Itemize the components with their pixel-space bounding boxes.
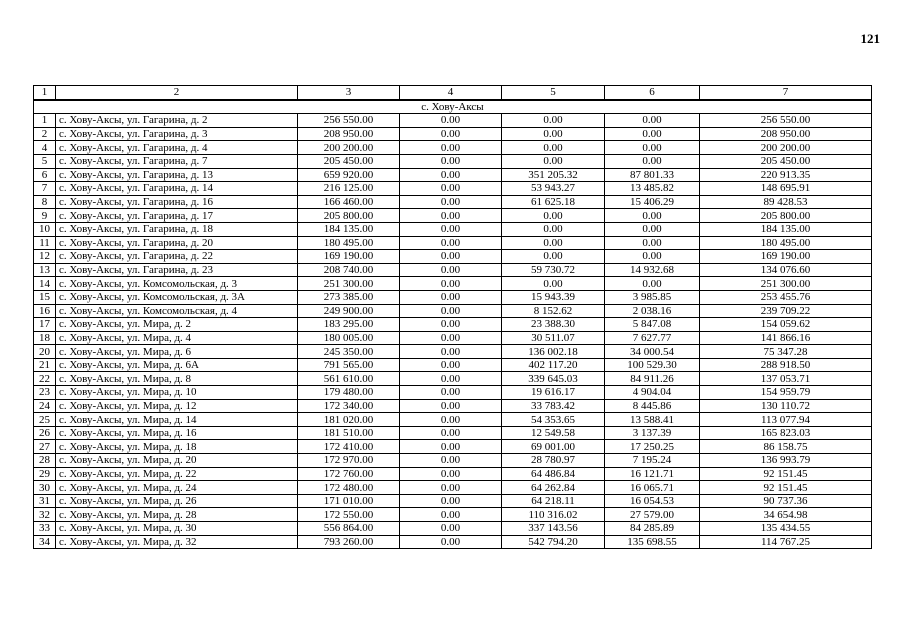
row-number: 10 xyxy=(34,222,56,236)
value-cell-4: 0.00 xyxy=(400,481,502,495)
address-cell: с. Хову-Аксы, ул. Гагарина, д. 4 xyxy=(56,141,298,155)
value-cell-6: 87 801.33 xyxy=(605,168,700,182)
value-cell-6: 7 627.77 xyxy=(605,331,700,345)
value-cell-3: 184 135.00 xyxy=(298,222,400,236)
table-row xyxy=(34,222,872,236)
value-cell-7: 75 347.28 xyxy=(700,345,872,359)
value-cell-7: 288 918.50 xyxy=(700,358,872,372)
value-cell-6: 4 904.04 xyxy=(605,386,700,400)
value-cell-4: 0.00 xyxy=(400,141,502,155)
address-cell: с. Хову-Аксы, ул. Мира, д. 32 xyxy=(56,535,298,549)
value-cell-3: 249 900.00 xyxy=(298,304,400,318)
value-cell-6: 0.00 xyxy=(605,209,700,223)
value-cell-7: 205 450.00 xyxy=(700,154,872,168)
value-cell-3: 208 740.00 xyxy=(298,263,400,277)
value-cell-5: 0.00 xyxy=(502,250,605,264)
value-cell-3: 251 300.00 xyxy=(298,277,400,291)
value-cell-3: 208 950.00 xyxy=(298,127,400,141)
value-cell-3: 256 550.00 xyxy=(298,114,400,128)
value-cell-3: 793 260.00 xyxy=(298,535,400,549)
column-header: 2 xyxy=(56,86,298,100)
value-cell-7: 251 300.00 xyxy=(700,277,872,291)
table-row xyxy=(34,304,872,318)
table-row xyxy=(34,182,872,196)
address-cell: с. Хову-Аксы, ул. Мира, д. 14 xyxy=(56,413,298,427)
address-cell: с. Хову-Аксы, ул. Мира, д. 18 xyxy=(56,440,298,454)
value-cell-5: 64 486.84 xyxy=(502,467,605,481)
address-cell: с. Хову-Аксы, ул. Мира, д. 24 xyxy=(56,481,298,495)
value-cell-6: 100 529.30 xyxy=(605,358,700,372)
value-cell-6: 0.00 xyxy=(605,114,700,128)
address-cell: с. Хову-Аксы, ул. Мира, д. 26 xyxy=(56,494,298,508)
row-number: 28 xyxy=(34,454,56,468)
row-number: 27 xyxy=(34,440,56,454)
column-header: 5 xyxy=(502,86,605,100)
value-cell-3: 245 350.00 xyxy=(298,345,400,359)
value-cell-6: 16 054.53 xyxy=(605,494,700,508)
table-row xyxy=(34,318,872,332)
value-cell-7: 154 959.79 xyxy=(700,386,872,400)
value-cell-7: 130 110.72 xyxy=(700,399,872,413)
value-cell-4: 0.00 xyxy=(400,182,502,196)
value-cell-6: 16 065.71 xyxy=(605,481,700,495)
row-number: 18 xyxy=(34,331,56,345)
value-cell-6: 7 195.24 xyxy=(605,454,700,468)
row-number: 26 xyxy=(34,426,56,440)
value-cell-6: 0.00 xyxy=(605,141,700,155)
row-number: 34 xyxy=(34,535,56,549)
value-cell-3: 169 190.00 xyxy=(298,250,400,264)
address-cell: с. Хову-Аксы, ул. Комсомольская, д. 4 xyxy=(56,304,298,318)
value-cell-6: 84 911.26 xyxy=(605,372,700,386)
address-cell: с. Хову-Аксы, ул. Гагарина, д. 20 xyxy=(56,236,298,250)
value-cell-5: 33 783.42 xyxy=(502,399,605,413)
address-cell: с. Хову-Аксы, ул. Мира, д. 28 xyxy=(56,508,298,522)
value-cell-5: 54 353.65 xyxy=(502,413,605,427)
value-cell-7: 134 076.60 xyxy=(700,263,872,277)
value-cell-5: 0.00 xyxy=(502,114,605,128)
value-cell-7: 220 913.35 xyxy=(700,168,872,182)
value-cell-3: 166 460.00 xyxy=(298,195,400,209)
value-cell-4: 0.00 xyxy=(400,331,502,345)
table-row xyxy=(34,168,872,182)
column-header: 4 xyxy=(400,86,502,100)
value-cell-4: 0.00 xyxy=(400,508,502,522)
value-cell-4: 0.00 xyxy=(400,454,502,468)
table-row xyxy=(34,372,872,386)
address-cell: с. Хову-Аксы, ул. Гагарина, д. 18 xyxy=(56,222,298,236)
section-title: с. Хову-Аксы xyxy=(34,100,872,114)
value-cell-6: 0.00 xyxy=(605,236,700,250)
value-cell-4: 0.00 xyxy=(400,467,502,481)
value-cell-7: 184 135.00 xyxy=(700,222,872,236)
table-row xyxy=(34,494,872,508)
value-cell-4: 0.00 xyxy=(400,358,502,372)
value-cell-3: 791 565.00 xyxy=(298,358,400,372)
row-number: 30 xyxy=(34,481,56,495)
value-cell-3: 205 450.00 xyxy=(298,154,400,168)
value-cell-5: 0.00 xyxy=(502,154,605,168)
address-cell: с. Хову-Аксы, ул. Гагарина, д. 22 xyxy=(56,250,298,264)
address-cell: с. Хову-Аксы, ул. Гагарина, д. 16 xyxy=(56,195,298,209)
column-header: 6 xyxy=(605,86,700,100)
address-cell: с. Хову-Аксы, ул. Мира, д. 4 xyxy=(56,331,298,345)
address-cell: с. Хову-Аксы, ул. Мира, д. 22 xyxy=(56,467,298,481)
value-cell-7: 256 550.00 xyxy=(700,114,872,128)
header-row xyxy=(34,86,872,100)
value-cell-6: 34 000.54 xyxy=(605,345,700,359)
row-number: 1 xyxy=(34,114,56,128)
table-row xyxy=(34,209,872,223)
value-cell-5: 0.00 xyxy=(502,222,605,236)
table-row xyxy=(34,345,872,359)
table-row xyxy=(34,114,872,128)
value-cell-6: 0.00 xyxy=(605,222,700,236)
value-cell-7: 114 767.25 xyxy=(700,535,872,549)
value-cell-4: 0.00 xyxy=(400,236,502,250)
value-cell-4: 0.00 xyxy=(400,263,502,277)
value-cell-6: 84 285.89 xyxy=(605,522,700,536)
value-cell-3: 561 610.00 xyxy=(298,372,400,386)
table-row xyxy=(34,454,872,468)
value-cell-5: 110 316.02 xyxy=(502,508,605,522)
row-number: 11 xyxy=(34,236,56,250)
value-cell-5: 61 625.18 xyxy=(502,195,605,209)
value-cell-4: 0.00 xyxy=(400,304,502,318)
value-cell-3: 273 385.00 xyxy=(298,290,400,304)
table-row xyxy=(34,290,872,304)
value-cell-6: 17 250.25 xyxy=(605,440,700,454)
value-cell-5: 64 218.11 xyxy=(502,494,605,508)
value-cell-3: 183 295.00 xyxy=(298,318,400,332)
value-cell-5: 402 117.20 xyxy=(502,358,605,372)
value-cell-5: 53 943.27 xyxy=(502,182,605,196)
value-cell-7: 135 434.55 xyxy=(700,522,872,536)
address-cell: с. Хову-Аксы, ул. Мира, д. 6 xyxy=(56,345,298,359)
address-cell: с. Хову-Аксы, ул. Мира, д. 6А xyxy=(56,358,298,372)
value-cell-3: 179 480.00 xyxy=(298,386,400,400)
value-cell-6: 0.00 xyxy=(605,250,700,264)
row-number: 33 xyxy=(34,522,56,536)
value-cell-7: 89 428.53 xyxy=(700,195,872,209)
value-cell-3: 659 920.00 xyxy=(298,168,400,182)
value-cell-7: 92 151.45 xyxy=(700,481,872,495)
table-row xyxy=(34,440,872,454)
row-number: 16 xyxy=(34,304,56,318)
value-cell-3: 181 020.00 xyxy=(298,413,400,427)
table-row xyxy=(34,467,872,481)
value-cell-4: 0.00 xyxy=(400,154,502,168)
value-cell-7: 90 737.36 xyxy=(700,494,872,508)
value-cell-6: 13 588.41 xyxy=(605,413,700,427)
value-cell-5: 59 730.72 xyxy=(502,263,605,277)
address-cell: с. Хову-Аксы, ул. Мира, д. 20 xyxy=(56,454,298,468)
row-number: 14 xyxy=(34,277,56,291)
address-cell: с. Хову-Аксы, ул. Гагарина, д. 2 xyxy=(56,114,298,128)
table-row xyxy=(34,127,872,141)
value-cell-4: 0.00 xyxy=(400,168,502,182)
row-number: 24 xyxy=(34,399,56,413)
value-cell-6: 2 038.16 xyxy=(605,304,700,318)
value-cell-4: 0.00 xyxy=(400,209,502,223)
value-cell-7: 86 158.75 xyxy=(700,440,872,454)
value-cell-5: 19 616.17 xyxy=(502,386,605,400)
address-cell: с. Хову-Аксы, ул. Мира, д. 30 xyxy=(56,522,298,536)
value-cell-7: 148 695.91 xyxy=(700,182,872,196)
value-cell-5: 64 262.84 xyxy=(502,481,605,495)
table-row xyxy=(34,195,872,209)
value-cell-5: 0.00 xyxy=(502,236,605,250)
row-number: 15 xyxy=(34,290,56,304)
row-number: 7 xyxy=(34,182,56,196)
value-cell-4: 0.00 xyxy=(400,318,502,332)
value-cell-7: 169 190.00 xyxy=(700,250,872,264)
value-cell-7: 92 151.45 xyxy=(700,467,872,481)
value-cell-5: 351 205.32 xyxy=(502,168,605,182)
value-cell-6: 15 406.29 xyxy=(605,195,700,209)
table-row xyxy=(34,263,872,277)
address-cell: с. Хову-Аксы, ул. Комсомольская, д. 3А xyxy=(56,290,298,304)
address-cell: с. Хову-Аксы, ул. Мира, д. 16 xyxy=(56,426,298,440)
table-row xyxy=(34,141,872,155)
table-row xyxy=(34,236,872,250)
value-cell-5: 0.00 xyxy=(502,141,605,155)
row-number: 4 xyxy=(34,141,56,155)
value-cell-6: 0.00 xyxy=(605,277,700,291)
value-cell-4: 0.00 xyxy=(400,114,502,128)
table-body xyxy=(34,100,872,549)
value-cell-5: 12 549.58 xyxy=(502,426,605,440)
page-number: 121 xyxy=(860,31,880,46)
value-cell-4: 0.00 xyxy=(400,345,502,359)
value-cell-6: 13 485.82 xyxy=(605,182,700,196)
address-cell: с. Хову-Аксы, ул. Мира, д. 2 xyxy=(56,318,298,332)
row-number: 22 xyxy=(34,372,56,386)
address-cell: с. Хову-Аксы, ул. Гагарина, д. 7 xyxy=(56,154,298,168)
value-cell-3: 172 410.00 xyxy=(298,440,400,454)
value-cell-6: 8 445.86 xyxy=(605,399,700,413)
row-number: 25 xyxy=(34,413,56,427)
value-cell-5: 69 001.00 xyxy=(502,440,605,454)
value-cell-5: 0.00 xyxy=(502,209,605,223)
address-cell: с. Хову-Аксы, ул. Комсомольская, д. 3 xyxy=(56,277,298,291)
address-cell: с. Хову-Аксы, ул. Гагарина, д. 17 xyxy=(56,209,298,223)
address-cell: с. Хову-Аксы, ул. Мира, д. 12 xyxy=(56,399,298,413)
address-cell: с. Хову-Аксы, ул. Гагарина, д. 14 xyxy=(56,182,298,196)
row-number: 23 xyxy=(34,386,56,400)
value-cell-3: 172 970.00 xyxy=(298,454,400,468)
value-cell-3: 172 480.00 xyxy=(298,481,400,495)
value-cell-5: 542 794.20 xyxy=(502,535,605,549)
value-cell-7: 208 950.00 xyxy=(700,127,872,141)
table-row xyxy=(34,481,872,495)
table-row xyxy=(34,535,872,549)
table-row xyxy=(34,399,872,413)
value-cell-6: 0.00 xyxy=(605,127,700,141)
value-cell-6: 16 121.71 xyxy=(605,467,700,481)
value-cell-4: 0.00 xyxy=(400,372,502,386)
column-header: 7 xyxy=(700,86,872,100)
row-number: 2 xyxy=(34,127,56,141)
value-cell-5: 0.00 xyxy=(502,277,605,291)
value-cell-7: 136 993.79 xyxy=(700,454,872,468)
value-cell-5: 23 388.30 xyxy=(502,318,605,332)
value-cell-5: 8 152.62 xyxy=(502,304,605,318)
address-cell: с. Хову-Аксы, ул. Гагарина, д. 3 xyxy=(56,127,298,141)
table-row xyxy=(34,426,872,440)
value-cell-7: 180 495.00 xyxy=(700,236,872,250)
table-row xyxy=(34,413,872,427)
value-cell-6: 3 985.85 xyxy=(605,290,700,304)
value-cell-3: 556 864.00 xyxy=(298,522,400,536)
value-cell-5: 136 002.18 xyxy=(502,345,605,359)
value-cell-7: 165 823.03 xyxy=(700,426,872,440)
value-cell-4: 0.00 xyxy=(400,399,502,413)
value-cell-4: 0.00 xyxy=(400,535,502,549)
row-number: 5 xyxy=(34,154,56,168)
value-cell-5: 0.00 xyxy=(502,127,605,141)
row-number: 12 xyxy=(34,250,56,264)
value-cell-3: 180 495.00 xyxy=(298,236,400,250)
table-row xyxy=(34,331,872,345)
row-number: 17 xyxy=(34,318,56,332)
table-row xyxy=(34,277,872,291)
value-cell-3: 181 510.00 xyxy=(298,426,400,440)
value-cell-6: 135 698.55 xyxy=(605,535,700,549)
value-cell-4: 0.00 xyxy=(400,277,502,291)
address-cell: с. Хову-Аксы, ул. Мира, д. 10 xyxy=(56,386,298,400)
section-row xyxy=(34,100,872,114)
row-number: 20 xyxy=(34,345,56,359)
row-number: 32 xyxy=(34,508,56,522)
address-cell: с. Хову-Аксы, ул. Гагарина, д. 23 xyxy=(56,263,298,277)
value-cell-4: 0.00 xyxy=(400,127,502,141)
value-cell-4: 0.00 xyxy=(400,494,502,508)
row-number: 21 xyxy=(34,358,56,372)
value-cell-4: 0.00 xyxy=(400,426,502,440)
value-cell-6: 5 847.08 xyxy=(605,318,700,332)
row-number: 13 xyxy=(34,263,56,277)
row-number: 29 xyxy=(34,467,56,481)
value-cell-7: 253 455.76 xyxy=(700,290,872,304)
value-cell-7: 34 654.98 xyxy=(700,508,872,522)
value-cell-3: 172 550.00 xyxy=(298,508,400,522)
value-cell-6: 14 932.68 xyxy=(605,263,700,277)
value-cell-5: 337 143.56 xyxy=(502,522,605,536)
column-header: 3 xyxy=(298,86,400,100)
value-cell-3: 200 200.00 xyxy=(298,141,400,155)
row-number: 6 xyxy=(34,168,56,182)
value-cell-4: 0.00 xyxy=(400,250,502,264)
table-row xyxy=(34,386,872,400)
value-cell-5: 15 943.39 xyxy=(502,290,605,304)
value-cell-3: 180 005.00 xyxy=(298,331,400,345)
table-row xyxy=(34,508,872,522)
table-row xyxy=(34,358,872,372)
value-cell-3: 171 010.00 xyxy=(298,494,400,508)
value-cell-6: 0.00 xyxy=(605,154,700,168)
value-cell-6: 27 579.00 xyxy=(605,508,700,522)
value-cell-4: 0.00 xyxy=(400,386,502,400)
value-cell-5: 30 511.07 xyxy=(502,331,605,345)
value-cell-7: 154 059.62 xyxy=(700,318,872,332)
value-cell-3: 172 340.00 xyxy=(298,399,400,413)
value-cell-3: 216 125.00 xyxy=(298,182,400,196)
table-row xyxy=(34,250,872,264)
value-cell-4: 0.00 xyxy=(400,222,502,236)
value-cell-6: 3 137.39 xyxy=(605,426,700,440)
column-header: 1 xyxy=(34,86,56,100)
value-cell-3: 172 760.00 xyxy=(298,467,400,481)
value-cell-7: 239 709.22 xyxy=(700,304,872,318)
row-number: 8 xyxy=(34,195,56,209)
table-row xyxy=(34,154,872,168)
value-cell-5: 28 780.97 xyxy=(502,454,605,468)
value-cell-7: 113 077.94 xyxy=(700,413,872,427)
value-cell-7: 205 800.00 xyxy=(700,209,872,223)
value-cell-7: 137 053.71 xyxy=(700,372,872,386)
value-cell-4: 0.00 xyxy=(400,290,502,304)
row-number: 31 xyxy=(34,494,56,508)
value-cell-3: 205 800.00 xyxy=(298,209,400,223)
value-cell-4: 0.00 xyxy=(400,413,502,427)
value-cell-5: 339 645.03 xyxy=(502,372,605,386)
row-number: 9 xyxy=(34,209,56,223)
address-cell: с. Хову-Аксы, ул. Мира, д. 8 xyxy=(56,372,298,386)
data-table xyxy=(33,85,872,549)
value-cell-4: 0.00 xyxy=(400,440,502,454)
value-cell-4: 0.00 xyxy=(400,195,502,209)
address-cell: с. Хову-Аксы, ул. Гагарина, д. 13 xyxy=(56,168,298,182)
value-cell-7: 141 866.16 xyxy=(700,331,872,345)
value-cell-7: 200 200.00 xyxy=(700,141,872,155)
table-row xyxy=(34,522,872,536)
value-cell-4: 0.00 xyxy=(400,522,502,536)
